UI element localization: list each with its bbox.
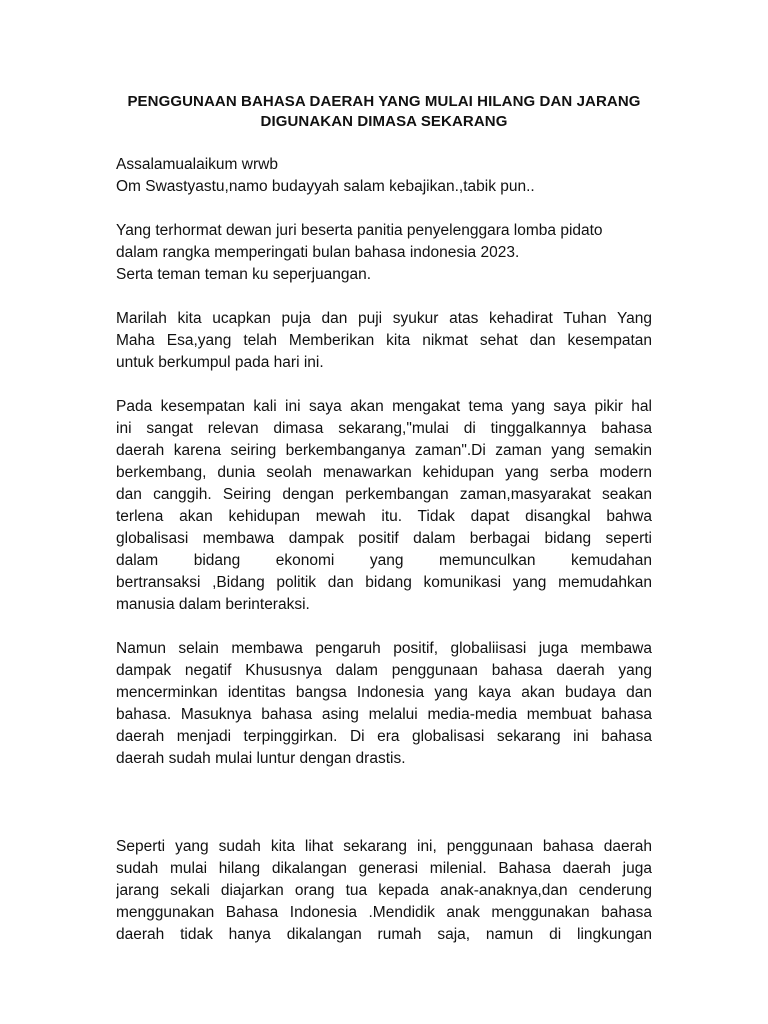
paragraph-line: untuk berkumpul pada hari ini.: [116, 354, 324, 371]
paragraph-line: ini sangat relevan dimasa sekarang,"mulai di tinggalkannya bahasa: [116, 420, 652, 437]
paragraph-line: daerah sudah mulai luntur dengan drastis.: [116, 750, 406, 767]
greeting-block: [116, 154, 652, 198]
paragraph-line: dalam bidang ekonomi yang memunculkan kemudahan: [116, 552, 652, 569]
paragraph-line: globalisasi membawa dampak positif dalam berbagai bidang seperti: [116, 530, 652, 547]
paragraph-line: Pada kesempatan kali ini saya akan mengakat tema yang saya pikir hal: [116, 398, 652, 415]
paragraph-line: Marilah kita ucapkan puja dan puji syukur atas kehadirat Tuhan Yang: [116, 310, 652, 327]
paragraph-line: bahasa. Masuknya bahasa asing melalui media-media membuat bahasa: [116, 706, 652, 723]
paragraph-line: menggunakan Bahasa Indonesia .Mendidik anak menggunakan bahasa: [116, 904, 652, 921]
paragraph-line: daerah karena seiring berkembanganya zaman".Di zaman yang semakin: [116, 442, 652, 459]
paragraph-line: manusia dalam berinteraksi.: [116, 596, 310, 613]
paragraph-line: dampak negatif Khususnya dalam penggunaan bahasa daerah yang: [116, 662, 652, 679]
paragraph-line: Yang terhormat dewan juri beserta panitia penyelenggara lomba pidato: [116, 222, 603, 239]
paragraph-line: daerah menjadi terpinggirkan. Di era globalisasi sekarang ini bahasa: [116, 728, 652, 745]
greeting-line-2: Om Swastyastu,namo budayyah salam kebajikan.,tabik pun..: [116, 178, 535, 195]
paragraph-line: terlena akan kehidupan mewah itu. Tidak dapat disangkal bahwa: [116, 508, 652, 525]
paragraph-line: daerah tidak hanya dikalangan rumah saja, namun di lingkungan: [116, 926, 652, 943]
document-title: [116, 92, 652, 132]
paragraph-line: dalam rangka memperingati bulan bahasa indonesia 2023.: [116, 244, 520, 261]
greeting-line-1: Assalamualaikum wrwb: [116, 156, 278, 173]
paragraph-line: sudah mulai hilang dikalangan generasi milenial. Bahasa daerah juga: [116, 860, 652, 877]
paragraph-opening: [116, 220, 652, 286]
paragraph-line: jarang sekali diajarkan orang tua kepada anak-anaknya,dan cenderung: [116, 882, 652, 899]
paragraph-line: Maha Esa,yang telah Memberikan kita nikmat sehat dan kesempatan: [116, 332, 652, 349]
paragraph-line: Seperti yang sudah kita lihat sekarang ini, penggunaan bahasa daerah: [116, 838, 652, 855]
paragraph-line: dan canggih. Seiring dengan perkembangan zaman,masyarakat seakan: [116, 486, 652, 503]
title-line-2: DIGUNAKAN DIMASA SEKARANG: [260, 113, 508, 130]
paragraph-line: berkembang, dunia seolah menawarkan kehidupan yang serba modern: [116, 464, 652, 481]
paragraph-negative-impact: [116, 638, 652, 770]
paragraph-millennial: [116, 836, 652, 946]
document-content: [116, 92, 652, 946]
paragraph-line: bertransaksi ,Bidang politik dan bidang komunikasi yang memudahkan: [116, 574, 652, 591]
paragraph-gratitude: [116, 308, 652, 374]
paragraph-line: Serta teman teman ku seperjuangan.: [116, 266, 372, 283]
paragraph-theme: [116, 396, 652, 616]
paragraph-line: mencerminkan identitas bangsa Indonesia yang kaya akan budaya dan: [116, 684, 652, 701]
title-line-1: PENGGUNAAN BAHASA DAERAH YANG MULAI HILANG DAN JARANG: [127, 93, 641, 110]
paragraph-line: Namun selain membawa pengaruh positif, globaliisasi juga membawa: [116, 640, 652, 657]
